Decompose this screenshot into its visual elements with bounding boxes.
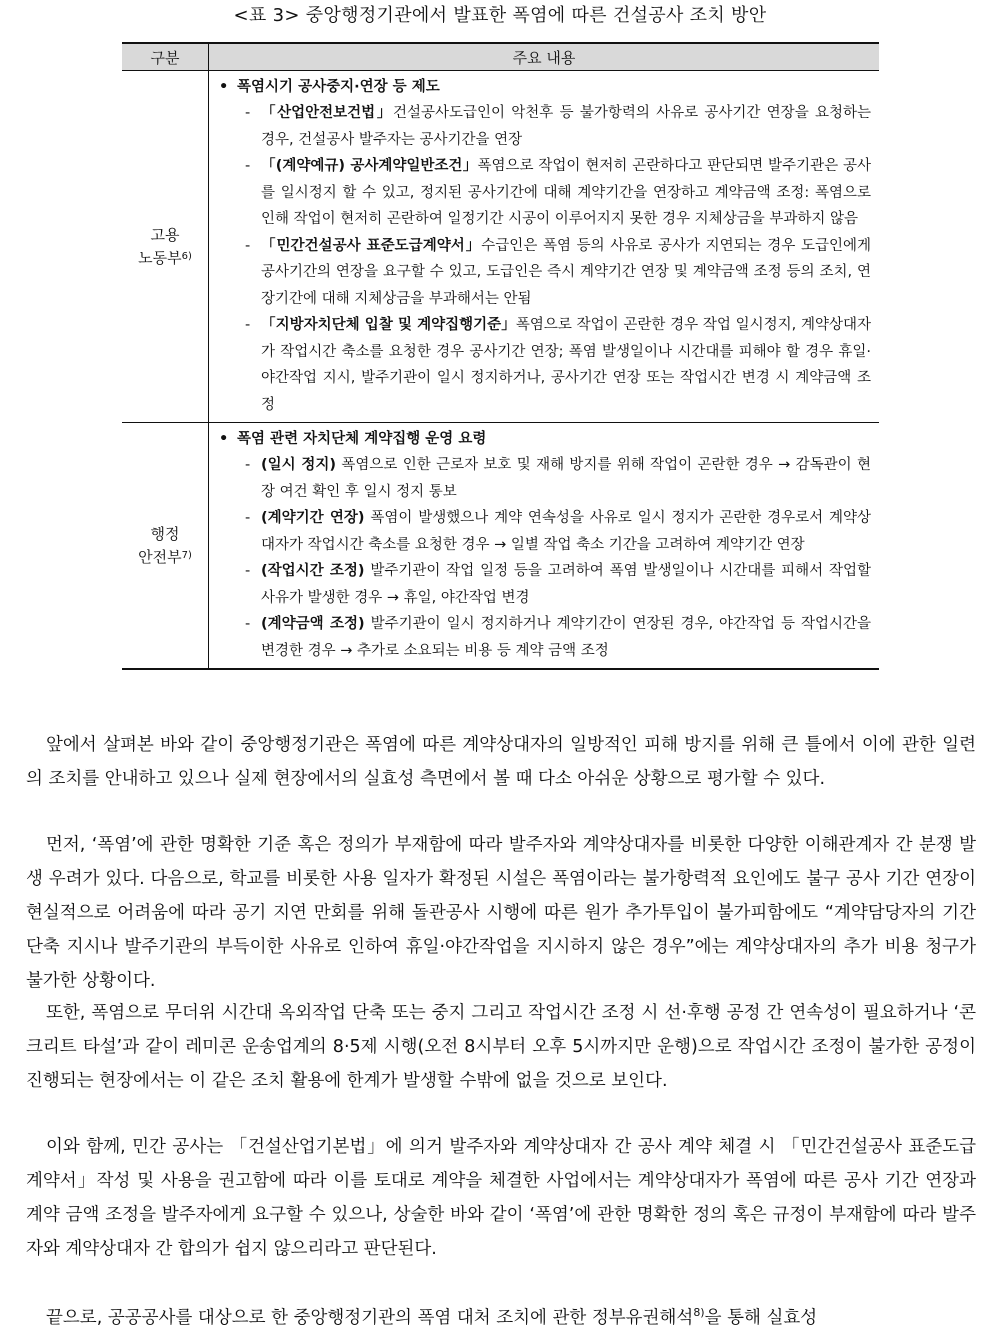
list-item: - 「(계약예규) 공사계약일반조건」폭염으로 작업이 현저히 곤란하다고 판단되면 발주기관은 공사를 일시정지 할 수 있고, 정지된 공사기간에 대해 계약기간을 연장하고 계약금액 조정: 폭염으로 인해 작업이 현저히 곤란하여 일정기간 시공이 이루어지지 못한 경우 지체상금을 부과하지 않음 [245, 158, 871, 227]
org-name-line1: 고용 [150, 225, 180, 244]
list-item: - (계약기간 연장) 폭염이 발생했으나 계약 연속성을 사유로 일시 정지가 곤란한 경우로서 계약상대자가 작업시간 축소를 요청한 경우 → 일별 작업 축소 기간을 고려하여 계약기간 연장 [245, 510, 872, 553]
table-row-mois [122, 423, 879, 670]
org-name-line2: 노동부 [138, 248, 182, 267]
body-paragraph-3: 또한, 폭염으로 무더위 시간대 옥외작업 단축 또는 중지 그리고 작업시간 조정 시 선·후행 공정 간 연속성이 필요하거나 ‘콘크리트 타설’과 같이 레미콘 운송업계의 8·5제 시행(오전 8시부터 오후 5시까지만 운행)으로 작업시간 조정이 불가한 공정이 진행되는 현장에서는 이 같은 조치 활용에 한계가 발생할 수밖에 없을 것으로 보인다. [26, 1003, 976, 1091]
footnote-ref: 7) [181, 549, 192, 561]
footnote-ref: 8) [693, 1306, 705, 1319]
list-item: - (작업시간 조정) 발주기관이 작업 일정 등을 고려하여 폭염 발생일이나 시간대를 피해서 작업할 사유가 발생한 경우 → 휴일, 야간작업 변경 [245, 563, 872, 606]
item-title: 「(계약예규) 공사계약일반조건」 [261, 158, 478, 174]
item-text: 건설공사도급인이 악천후 등 불가항력의 사유로 공사기간 연장을 요청하는 경우, 건설공사 발주자는 공사기간을 연장 [261, 105, 871, 148]
org-cell-mois [122, 423, 209, 670]
item-text: 수급인은 폭염 등의 사유로 공사가 지연되는 경우 도급인에게 공사기간의 연장을 요구할 수 있고, 도급인은 즉시 계약기간 연장 및 계약금액 조정 등의 조치, 연장기간에 대해 지체상금을 부과해서는 안됨 [261, 237, 872, 307]
bullet-heading: • 폭염 관련 자치단체 계약집행 운영 요령 [219, 431, 487, 447]
body-paragraph-1: 앞에서 살펴본 바와 같이 중앙행정기관은 폭염에 따른 계약상대자의 일방적인 피해 방지를 위해 큰 틀에서 이에 관한 일련의 조치를 안내하고 있으나 실제 현장에서의 실효성 측면에서 볼 때 다소 아쉬운 상황으로 평가할 수 있다. [26, 735, 976, 789]
item-text: 폭염으로 작업이 곤란한 경우 작업 일시정지, 계약상대자가 작업시간 축소를 요청한 경우 공사기간 연장; 폭염 발생일이나 시간대를 피해야 할 경우 휴일·야간작업 지시, 발주기관이 일시 정지하거나, 공사기간 연장 또는 작업시간 변경 시 계약금액 조정 [261, 317, 871, 413]
contents-cell-mois [209, 423, 880, 670]
org-cell-moel [122, 71, 209, 423]
body-paragraph-4: 이와 함께, 민간 공사는 「건설산업기본법」에 의거 발주자와 계약상대자 간 공사 계약 체결 시 「민간건설공사 표준도급계약서」작성 및 사용을 권고함에 따라 이를 토대로 계약을 체결한 사업에서는 계약상대자가 폭염에 따른 공사 기간 연장과 계약 금액 조정을 발주자에게 요구할 수 있으나, 상술한 바와 같이 ‘폭염’에 관한 명확한 정의 혹은 규정이 부재함에 따라 발주자와 계약상대자 간 합의가 쉽지 않으리라고 판단된다. [26, 1137, 976, 1259]
list-item: - 「지방자치단체 입찰 및 계약집행기준」폭염으로 작업이 곤란한 경우 작업 일시정지, 계약상대자가 작업시간 축소를 요청한 경우 공사기간 연장; 폭염 발생일이나 시간대를 피해야 할 경우 휴일·야간작업 지시, 발주기관이 일시 정지하거나, 공사기간 연장 또는 작업시간 변경 시 계약금액 조정 [245, 317, 871, 413]
body-paragraph-2: 먼저, ‘폭염’에 관한 명확한 기준 혹은 정의가 부재함에 따라 발주자와 계약상대자를 비롯한 다양한 이해관계자 간 분쟁 발생 우려가 있다. 다음으로, 학교를 비롯한 사용 일자가 확정된 시설은 폭염이라는 불가항력적 요인에도 불구 공사 기간 연장이 현실적으로 어려움에 따라 공기 지연 만회를 위해 돌관공사 시행에 따른 원가 추가투입이 불가피함에도 “계약담당자의 기간 단축 지시나 발주기관의 부득이한 사유로 인하여 휴일·야간작업을 지시하지 않은 경우”에는 계약상대자의 추가 비용 청구가 불가한 상황이다. [26, 835, 976, 991]
item-text: 폭염으로 작업이 현저히 곤란하다고 판단되면 발주기관은 공사를 일시정지 할 수 있고, 정지된 공사기간에 대해 계약기간을 연장하고 계약금액 조정: 폭염으로 인해 작업이 현저히 곤란하여 일정기간 시공이 이루어지지 못한 경우 지체상금을 부과하지 않음 [261, 158, 871, 227]
table-header-row [122, 43, 879, 71]
item-title: (계약기간 연장) [261, 510, 365, 526]
item-title: (작업시간 조정) [261, 563, 365, 579]
table-caption: <표 3> 중앙행정기관에서 발표한 폭염에 따른 건설공사 조치 방안 [233, 5, 767, 26]
item-title: 「산업안전보건법」 [261, 105, 393, 121]
item-title: 「민간건설공사 표준도급계약서」 [261, 237, 482, 254]
table-row-moel [122, 71, 879, 423]
body-paragraph-5: 끝으로, 공공공사를 대상으로 한 중앙행정기관의 폭염 대처 조치에 관한 정부유권해석$^{8)}$을 통해 실효성 [46, 1306, 818, 1328]
list-item: - 「산업안전보건법」건설공사도급인이 악천후 등 불가항력의 사유로 공사기간 연장을 요청하는 경우, 건설공사 발주자는 공사기간을 연장 [245, 105, 871, 148]
org-name-line1: 행정 [150, 524, 180, 543]
item-text: 발주기관이 일시 정지하거나 계약기간이 연장된 경우, 야간작업 등 작업시간을 변경한 경우 → 추가로 소요되는 비용 등 계약 금액 조정 [261, 616, 872, 659]
item-text: 폭염이 발생했으나 계약 연속성을 사유로 일시 정지가 곤란한 경우로서 계약상대자가 작업시간 축소를 요청한 경우 → 일별 작업 축소 기간을 고려하여 계약기간 연장 [261, 510, 872, 553]
header-contents: 주요 내용 [209, 43, 880, 71]
item-text: 발주기관이 작업 일정 등을 고려하여 폭염 발생일이나 시간대를 피해서 작업할 사유가 발생한 경우 → 휴일, 야간작업 변경 [261, 563, 872, 606]
item-title: 「지방자치단체 입찰 및 계약집행기준」 [261, 317, 516, 333]
item-text: 폭염으로 인한 근로자 보호 및 재해 방지를 위해 작업이 곤란한 경우 → 감독관이 현장 여건 확인 후 일시 정지 통보 [261, 457, 871, 500]
header-category: 구분 [122, 43, 209, 71]
item-title: (일시 정지) [261, 457, 337, 473]
contents-cell-moel [209, 71, 880, 423]
bullet-heading: • 폭염시기 공사중지·연장 등 제도 [219, 79, 440, 95]
item-title: (계약금액 조정) [261, 616, 365, 632]
measures-table [122, 42, 879, 670]
list-item: - 「민간건설공사 표준도급계약서」수급인은 폭염 등의 사유로 공사가 지연되는 경우 도급인에게 공사기간의 연장을 요구할 수 있고, 도급인은 즉시 계약기간 연장 및 계약금액 조정 등의 조치, 연장기간에 대해 지체상금을 부과해서는 안됨 [245, 237, 872, 307]
list-item: - (계약금액 조정) 발주기관이 일시 정지하거나 계약기간이 연장된 경우, 야간작업 등 작업시간을 변경한 경우 → 추가로 소요되는 비용 등 계약 금액 조정 [245, 616, 872, 659]
footnote-ref: 6) [181, 250, 192, 262]
org-name-line2: 안전부 [138, 547, 182, 566]
list-item: - (일시 정지) 폭염으로 인한 근로자 보호 및 재해 방지를 위해 작업이 곤란한 경우 → 감독관이 현장 여건 확인 후 일시 정지 통보 [245, 457, 871, 500]
